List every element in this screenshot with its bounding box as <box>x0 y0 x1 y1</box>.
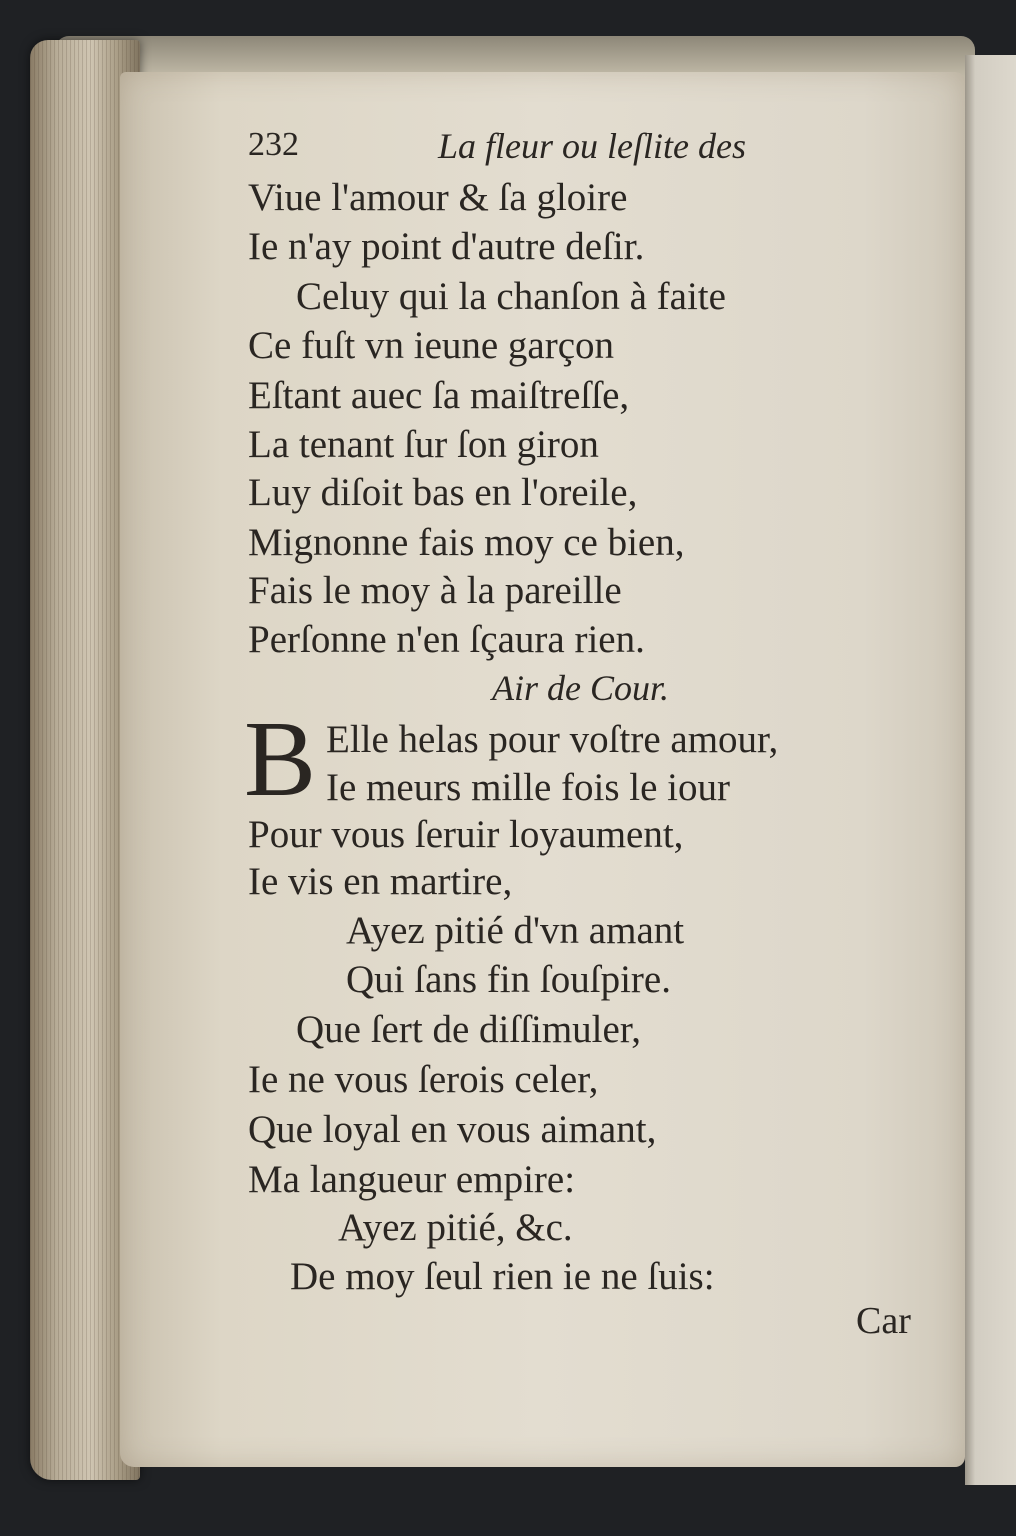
verse-line: Ie vis en martire, <box>248 860 513 903</box>
verse-line: Ma langueur empire: <box>248 1158 576 1201</box>
verse-line: Viue l'amour & ſa gloire <box>248 176 628 219</box>
drop-cap: B <box>244 700 317 819</box>
verse-line: Que ſert de diſſimuler, <box>296 1008 642 1051</box>
verse-line: Ce fuſt vn ieune garçon <box>248 324 615 367</box>
verse-line: Qui ſans fin ſouſpire. <box>346 958 671 1001</box>
facing-page-edge <box>965 55 1016 1485</box>
verse-line: Celuy qui la chanſon à faite <box>296 275 726 318</box>
verse-line: Ie meurs mille fois le iour <box>326 766 730 809</box>
song-title: Air de Cour. <box>492 668 670 708</box>
verse-line: Eſtant auec ſa maiſtreſſe, <box>248 374 630 417</box>
verse-line: Elle helas pour voſtre amour, <box>326 718 779 761</box>
verse-line: Perſonne n'en ſçaura rien. <box>248 618 645 661</box>
running-head: La fleur ou leſlite des <box>438 126 746 166</box>
catchword: Car <box>856 1300 911 1342</box>
verse-line: Mignonne fais moy ce bien, <box>248 521 685 564</box>
verse-line: Fais le moy à la pareille <box>248 569 622 612</box>
verse-line: De moy ſeul rien ie ne ſuis: <box>290 1255 715 1298</box>
verse-line: Ayez pitié, &c. <box>338 1206 573 1249</box>
page-number: 232 <box>248 126 299 163</box>
verse-line: La tenant ſur ſon giron <box>248 423 599 466</box>
verse-line: Ie n'ay point d'autre deſir. <box>248 225 645 268</box>
verse-line: Que loyal en vous aimant, <box>248 1108 657 1151</box>
verse-line: Luy diſoit bas en l'oreile, <box>248 471 638 514</box>
verse-line: Ayez pitié d'vn amant <box>346 909 685 952</box>
verse-line: Ie ne vous ſerois celer, <box>248 1058 599 1101</box>
verse-line: Pour vous ſeruir loyaument, <box>248 813 684 856</box>
